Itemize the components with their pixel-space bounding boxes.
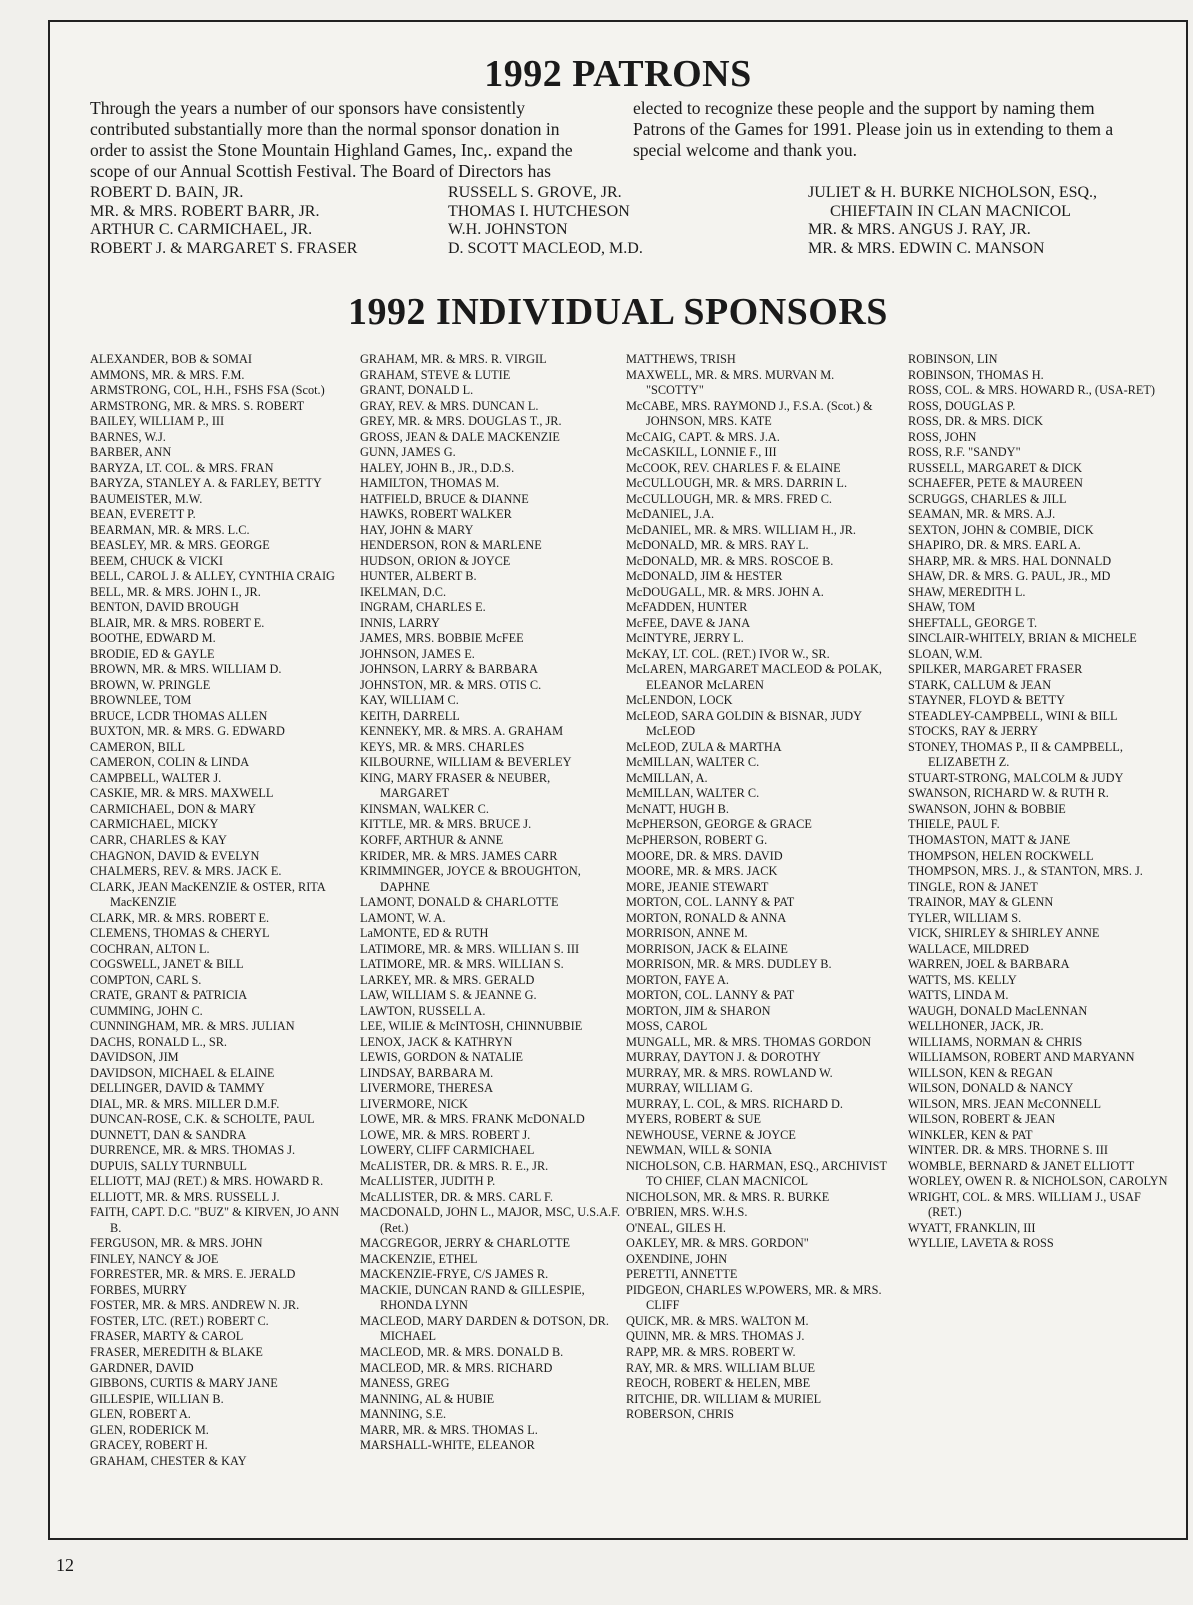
sponsor-name: COGSWELL, JANET & BILL [90, 957, 244, 972]
sponsor-name: SPILKER, MARGARET FRASER [908, 662, 1083, 677]
sponsor-name: IKELMAN, D.C. [360, 584, 447, 599]
sponsor-name: MOORE, MR. & MRS. JACK [626, 864, 778, 879]
sponsor-name: McDONALD, MR. & MRS. ROSCOE B. [626, 553, 834, 568]
sponsor-name: McPHERSON, GEORGE & GRACE [626, 817, 812, 832]
sponsor-name: RAY, MR. & MRS. WILLIAM BLUE [626, 1360, 816, 1375]
sponsor-name: SCHAEFER, PETE & MAUREEN [908, 476, 1083, 491]
sponsor-name: WELLHONER, JACK, JR. [908, 1019, 1044, 1034]
page-number: 12 [56, 1555, 74, 1575]
sponsor-name: KEYS, MR. & MRS. CHARLES [360, 739, 525, 754]
sponsor-name: STUART-STRONG, MALCOLM & JUDY [908, 770, 1124, 785]
sponsor-name: McMILLAN, WALTER C. [626, 786, 760, 801]
sponsor-name: WILSON, DONALD & NANCY [908, 1081, 1074, 1096]
sponsor-name: LOWE, MR. & MRS. ROBERT J. [360, 1127, 531, 1142]
sponsor-name: ALEXANDER, BOB & SOMAI [90, 352, 252, 366]
sponsor-name: DUNCAN-ROSE, C.K. & SCHOLTE, PAUL [90, 1112, 315, 1127]
sponsor-name: SHAW, DR. & MRS. G. PAUL, JR., MD [908, 569, 1111, 584]
sponsors-title: 1992 INDIVIDUAL SPONSORS [348, 291, 888, 333]
sponsor-name: KRIMMINGER, JOYCE & BROUGHTON, DAPHNE [360, 864, 581, 894]
sponsor-name: McLENDON, LOCK [626, 693, 733, 708]
sponsor-name: LINDSAY, BARBARA M. [360, 1065, 494, 1080]
patron-name: ARTHUR C. CARMICHAEL, JR. [90, 221, 313, 238]
sponsors-column-1 [90, 352, 352, 1469]
sponsor-name: McMILLAN, A. [626, 770, 708, 785]
sponsor-name: MOORE, DR. & MRS. DAVID [626, 848, 783, 863]
sponsor-name: KAY, WILLIAM C. [360, 693, 459, 708]
sponsor-name: MACKENZIE-FRYE, C/S JAMES R. [360, 1267, 549, 1282]
sponsor-name: MURRAY, L. COL, & MRS. RICHARD D. [626, 1096, 843, 1111]
sponsor-name: STEADLEY-CAMPBELL, WINI & BILL [908, 708, 1118, 723]
sponsor-name: McNATT, HUGH B. [626, 801, 729, 816]
sponsor-name: ROSS, R.F. "SANDY" [908, 445, 1021, 460]
sponsor-name: MANNING, S.E. [360, 1407, 447, 1422]
sponsor-name: FORRESTER, MR. & MRS. E. JERALD [90, 1267, 296, 1282]
sponsor-name: LOWE, MR. & MRS. FRANK McDONALD [360, 1112, 585, 1127]
patron-name: MR. & MRS. EDWIN C. MANSON [808, 239, 1045, 257]
sponsor-name: MURRAY, WILLIAM G. [626, 1081, 753, 1096]
sponsor-name: MOSS, CAROL [626, 1019, 708, 1034]
sponsor-name: MANESS, GREG [360, 1376, 450, 1391]
sponsor-name: O'NEAL, GILES H. [626, 1220, 726, 1235]
sponsor-name: LAW, WILLIAM S. & JEANNE G. [360, 988, 537, 1003]
sponsor-name: ROSS, COL. & MRS. HOWARD R., (USA-RET) [908, 383, 1155, 398]
sponsor-name: MAXWELL, MR. & MRS. MURVAN M. "SCOTTY" [626, 367, 835, 398]
sponsor-name: COMPTON, CARL S. [90, 972, 202, 987]
sponsor-name: ELLIOTT, MAJ (RET.) & MRS. HOWARD R. [90, 1174, 324, 1189]
sponsor-name: ARMSTRONG, COL, H.H., FSHS FSA (Scot.) [90, 383, 325, 398]
sponsor-name: WILSON, ROBERT & JEAN [908, 1112, 1056, 1127]
sponsor-name: BOOTHE, EDWARD M. [90, 631, 216, 646]
sponsor-name: MORTON, COL. LANNY & PAT [626, 988, 795, 1003]
sponsor-name: GIBBONS, CURTIS & MARY JANE [90, 1376, 278, 1391]
sponsor-name: MURRAY, MR. & MRS. ROWLAND W. [626, 1065, 833, 1080]
sponsor-name: NEWMAN, WILL & SONIA [626, 1143, 773, 1158]
sponsor-name: McCULLOUGH, MR. & MRS. FRED C. [626, 491, 832, 506]
sponsor-name: THOMASTON, MATT & JANE [908, 832, 1071, 847]
sponsor-name: McMILLAN, WALTER C. [626, 755, 760, 770]
sponsor-name: GRAHAM, CHESTER & KAY [90, 1453, 247, 1468]
sponsor-name: MACDONALD, JOHN L., MAJOR, MSC, U.S.A.F. (Ret.) [360, 1205, 621, 1235]
sponsor-name: LIVERMORE, NICK [360, 1096, 468, 1111]
sponsor-name: SWANSON, RICHARD W. & RUTH R. [908, 786, 1109, 801]
sponsor-name: GLEN, ROBERT A. [90, 1407, 191, 1422]
sponsor-name: MORRISON, ANNE M. [626, 926, 748, 941]
sponsor-name: SEAMAN, MR. & MRS. A.J. [908, 507, 1056, 522]
sponsor-name: CHAGNON, DAVID & EVELYN [90, 848, 260, 863]
sponsor-name: MORTON, JIM & SHARON [626, 1003, 771, 1018]
sponsor-name: FORBES, MURRY [90, 1282, 188, 1297]
sponsor-name: QUINN, MR. & MRS. THOMAS J. [626, 1329, 805, 1344]
sponsor-name: KING, MARY FRASER & NEUBER, MARGARET [360, 770, 551, 801]
sponsor-name: ROSS, DR. & MRS. DICK [908, 414, 1043, 429]
sponsor-name: PERETTI, ANNETTE [626, 1267, 738, 1282]
sponsor-name: BARNES, W.J. [90, 429, 166, 444]
sponsor-name: CAMERON, COLIN & LINDA [90, 755, 250, 770]
sponsor-name: FERGUSON, MR. & MRS. JOHN [90, 1236, 263, 1251]
sponsor-name: LARKEY, MR. & MRS. GERALD [360, 972, 535, 987]
sponsor-name: McLEOD, ZULA & MARTHA [626, 739, 782, 754]
sponsor-name: McDONALD, JIM & HESTER [626, 569, 783, 584]
sponsor-name: MORTON, COL. LANNY & PAT [626, 895, 795, 910]
sponsor-name: HAWKS, ROBERT WALKER [360, 507, 512, 522]
sponsor-name: LOWERY, CLIFF CARMICHAEL [360, 1143, 535, 1158]
patrons-intro: Through the years a number of our sponsors have consistently contributed substantially more than the normal sponsor donation in order to assist the Stone Mountain Highland Games, Inc,. expand the scope of our Annual Scottish Festival. The Board of Directors has elected to recognize these people and the support by naming them Patrons of the Games for 1991. Please join us in extending to them a special welcome and thank you. [90, 98, 1114, 181]
sponsor-name: DELLINGER, DAVID & TAMMY [90, 1081, 265, 1096]
sponsor-name: GRACEY, ROBERT H. [90, 1438, 208, 1453]
sponsor-name: NICHOLSON, MR. & MRS. R. BURKE [626, 1189, 830, 1204]
sponsor-name: KENNEKY, MR. & MRS. A. GRAHAM [360, 724, 564, 739]
sponsor-name: DUPUIS, SALLY TURNBULL [90, 1158, 247, 1173]
sponsor-name: MATTHEWS, TRISH [626, 352, 736, 366]
sponsor-name: MACGREGOR, JERRY & CHARLOTTE [360, 1236, 570, 1251]
sponsor-name: MARSHALL-WHITE, ELEANOR [360, 1438, 535, 1453]
sponsor-name: BEAN, EVERETT P. [90, 507, 196, 522]
sponsor-name: WAUGH, DONALD MacLENNAN [908, 1003, 1088, 1018]
sponsor-name: FOSTER, LTC. (RET.) ROBERT C. [90, 1313, 269, 1328]
sponsor-name: McLAREN, MARGARET MACLEOD & POLAK, ELEANOR McLAREN [626, 662, 882, 692]
sponsor-name: McPHERSON, ROBERT G. [626, 832, 768, 847]
sponsor-name: McFEE, DAVE & JANA [626, 615, 751, 630]
patrons-title: 1992 PATRONS [484, 53, 752, 95]
sponsor-name: SINCLAIR-WHITELY, BRIAN & MICHELE [908, 631, 1137, 646]
sponsor-name: BAUMEISTER, M.W. [90, 491, 203, 506]
sponsor-name: LENOX, JACK & KATHRYN [360, 1034, 513, 1049]
sponsor-name: DAVIDSON, JIM [90, 1050, 179, 1065]
sponsor-name: OXENDINE, JOHN [626, 1251, 728, 1266]
patrons-column-3 [808, 184, 1108, 258]
sponsor-name: WILSON, MRS. JEAN McCONNELL [908, 1096, 1101, 1111]
sponsor-name: STARK, CALLUM & JEAN [908, 677, 1052, 692]
sponsor-name: WATTS, LINDA M. [908, 988, 1009, 1003]
sponsor-name: BEARMAN, MR. & MRS. L.C. [90, 522, 250, 537]
sponsor-name: McDANIEL, J.A. [626, 507, 715, 522]
sponsors-column-3 [626, 352, 888, 1423]
sponsor-name: THOMPSON, MRS. J., & STANTON, MRS. J. [908, 864, 1143, 879]
sponsor-name: WILLIAMSON, ROBERT AND MARYANN [908, 1050, 1135, 1065]
sponsor-name: MACKENZIE, ETHEL [360, 1251, 478, 1266]
sponsor-name: WALLACE, MILDRED [908, 941, 1029, 956]
sponsor-name: DIAL, MR. & MRS. MILLER D.M.F. [90, 1096, 280, 1111]
sponsor-name: WYATT, FRANKLIN, III [908, 1220, 1036, 1235]
sponsor-name: FOSTER, MR. & MRS. ANDREW N. JR. [90, 1298, 300, 1313]
sponsor-name: GILLESPIE, WILLIAN B. [90, 1391, 224, 1406]
sponsor-name: BROWN, MR. & MRS. WILLIAM D. [90, 662, 282, 677]
sponsor-name: LAMONT, DONALD & CHARLOTTE [360, 895, 559, 910]
sponsor-name: HENDERSON, RON & MARLENE [360, 538, 542, 553]
sponsor-name: McCULLOUGH, MR. & MRS. DARRIN L. [626, 476, 848, 491]
sponsor-name: INNIS, LARRY [360, 615, 440, 630]
sponsor-name: MYERS, ROBERT & SUE [626, 1112, 762, 1127]
sponsor-name: BARYZA, STANLEY A. & FARLEY, BETTY [90, 476, 322, 491]
sponsor-name: ARMSTRONG, MR. & MRS. S. ROBERT [90, 398, 305, 413]
sponsor-name: INGRAM, CHARLES E. [360, 600, 486, 615]
sponsor-name: LATIMORE, MR. & MRS. WILLIAN S. III [360, 941, 580, 956]
sponsor-name: MACLEOD, MR. & MRS. DONALD B. [360, 1345, 564, 1359]
sponsor-name: KILBOURNE, WILLIAM & BEVERLEY [360, 755, 572, 770]
sponsor-name: JAMES, MRS. BOBBIE McFEE [360, 631, 524, 646]
sponsor-name: GRAHAM, MR. & MRS. R. VIRGIL [360, 352, 547, 366]
sponsor-name: BEEM, CHUCK & VICKI [90, 553, 223, 568]
sponsor-name: ROSS, JOHN [908, 429, 977, 444]
sponsor-name: CLEMENS, THOMAS & CHERYL [90, 926, 270, 941]
patron-name: RUSSELL S. GROVE, JR. [448, 184, 622, 201]
sponsor-name: KINSMAN, WALKER C. [360, 801, 489, 816]
sponsor-name: CASKIE, MR. & MRS. MAXWELL [90, 786, 274, 801]
sponsor-name: RITCHIE, DR. WILLIAM & MURIEL [626, 1391, 822, 1406]
sponsor-name: McINTYRE, JERRY L. [626, 631, 744, 646]
sponsor-name: CAMPBELL, WALTER J. [90, 770, 222, 785]
sponsor-name: ELLIOTT, MR. & MRS. RUSSELL J. [90, 1189, 280, 1204]
sponsor-name: McDANIEL, MR. & MRS. WILLIAM H., JR. [626, 522, 856, 537]
sponsor-name: LAWTON, RUSSELL A. [360, 1003, 486, 1018]
sponsor-name: BENTON, DAVID BROUGH [90, 600, 239, 615]
sponsors-column-2 [360, 352, 622, 1454]
sponsor-name: SHAW, MEREDITH L. [908, 584, 1026, 599]
sponsor-name: STONEY, THOMAS P., II & CAMPBELL, ELIZABETH Z. [908, 739, 1123, 770]
sponsor-name: LEE, WILIE & McINTOSH, CHINNUBBIE [360, 1019, 583, 1034]
sponsor-name: McALLISTER, DR. & MRS. CARL F. [360, 1189, 553, 1204]
sponsor-name: BRUCE, LCDR THOMAS ALLEN [90, 708, 268, 723]
sponsor-name: SHAW, TOM [908, 600, 976, 615]
sponsor-name: HUDSON, ORION & JOYCE [360, 553, 511, 568]
patron-name: MR. & MRS. ROBERT BARR, JR. [90, 202, 320, 220]
sponsor-name: GUNN, JAMES G. [360, 445, 456, 460]
sponsor-name: REOCH, ROBERT & HELEN, MBE [626, 1376, 811, 1391]
sponsor-name: McALISTER, DR. & MRS. R. E., JR. [360, 1158, 549, 1173]
patron-name: MR. & MRS. ANGUS J. RAY, JR. [808, 221, 1031, 238]
sponsor-name: MURRAY, DAYTON J. & DOROTHY [626, 1050, 821, 1065]
sponsor-name: BUXTON, MR. & MRS. G. EDWARD [90, 724, 285, 739]
sponsor-name: KRIDER, MR. & MRS. JAMES CARR [360, 848, 558, 863]
patron-name: THOMAS I. HUTCHESON [448, 202, 630, 220]
sponsor-name: HAMILTON, THOMAS M. [360, 476, 500, 491]
sponsor-name: GROSS, JEAN & DALE MACKENZIE [360, 429, 560, 444]
sponsor-name: TYLER, WILLIAM S. [908, 910, 1022, 925]
patrons-column-2 [448, 184, 748, 258]
sponsor-name: CUMMING, JOHN C. [90, 1003, 203, 1018]
sponsor-name: CLARK, JEAN MacKENZIE & OSTER, RITA MacKENZIE [90, 879, 326, 910]
sponsor-name: McALLISTER, JUDITH P. [360, 1174, 496, 1189]
sponsor-name: FRASER, MARTY & CAROL [90, 1329, 244, 1344]
sponsor-name: HALEY, JOHN B., JR., D.D.S. [360, 460, 515, 475]
sponsor-name: DURRENCE, MR. & MRS. THOMAS J. [90, 1143, 296, 1158]
sponsor-name: BAILEY, WILLIAM P., III [90, 414, 225, 429]
sponsor-name: SHAPIRO, DR. & MRS. EARL A. [908, 538, 1081, 553]
sponsor-name: ROSS, DOUGLAS P. [908, 398, 1016, 413]
sponsor-name: CRATE, GRANT & PATRICIA [90, 988, 248, 1003]
sponsor-name: LEWIS, GORDON & NATALIE [360, 1050, 523, 1065]
sponsor-name: JOHNSON, LARRY & BARBARA [360, 662, 538, 677]
sponsor-name: LATIMORE, MR. & MRS. WILLIAN S. [360, 957, 564, 972]
sponsor-name: BELL, CAROL J. & ALLEY, CYNTHIA CRAIG [90, 569, 335, 584]
sponsor-name: BROWNLEE, TOM [90, 693, 192, 708]
sponsor-name: FRASER, MEREDITH & BLAKE [90, 1345, 263, 1359]
sponsor-name: BRODIE, ED & GAYLE [90, 646, 215, 661]
sponsor-name: MANNING, AL & HUBIE [360, 1391, 495, 1406]
sponsor-name: JOHNSON, JAMES E. [360, 646, 475, 661]
sponsor-name: MACLEOD, MARY DARDEN & DOTSON, DR. MICHAEL [360, 1313, 609, 1344]
sponsors-column-4 [908, 352, 1170, 1252]
sponsor-name: DUNNETT, DAN & SANDRA [90, 1127, 247, 1142]
sponsor-name: WILLIAMS, NORMAN & CHRIS [908, 1034, 1083, 1049]
sponsor-name: CUNNINGHAM, MR. & MRS. JULIAN [90, 1019, 295, 1034]
sponsor-name: PIDGEON, CHARLES W.POWERS, MR. & MRS. CLIFF [626, 1282, 882, 1313]
sponsor-name: QUICK, MR. & MRS. WALTON M. [626, 1313, 809, 1328]
sponsor-name: McCAIG, CAPT. & MRS. J.A. [626, 429, 780, 444]
sponsor-name: GARDNER, DAVID [90, 1360, 194, 1375]
sponsor-name: McCABE, MRS. RAYMOND J., F.S.A. (Scot.) & JOHNSON, MRS. KATE [626, 398, 873, 429]
patrons-column-1 [90, 184, 440, 258]
patron-name: W.H. JOHNSTON [448, 221, 568, 238]
patron-name: D. SCOTT MACLEOD, M.D. [448, 239, 643, 257]
sponsor-name: BARYZA, LT. COL. & MRS. FRAN [90, 460, 274, 475]
sponsor-name: FINLEY, NANCY & JOE [90, 1251, 219, 1266]
sponsor-name: CAMERON, BILL [90, 739, 185, 754]
sponsor-name: LaMONTE, ED & RUTH [360, 926, 489, 941]
sponsor-name: BEASLEY, MR. & MRS. GEORGE [90, 538, 270, 553]
sponsor-name: McDONALD, MR. & MRS. RAY L. [626, 538, 809, 553]
sponsor-name: FAITH, CAPT. D.C. "BUZ" & KIRVEN, JO ANN B. [90, 1205, 340, 1235]
patron-name: JULIET & H. BURKE NICHOLSON, ESQ., CHIEFTAIN IN CLAN MACNICOL [808, 184, 1098, 220]
sponsor-name: VICK, SHIRLEY & SHIRLEY ANNE [908, 926, 1100, 941]
sponsor-name: BELL, MR. & MRS. JOHN I., JR. [90, 584, 261, 599]
sponsor-name: McCASKILL, LONNIE F., III [626, 445, 777, 460]
sponsor-name: HATFIELD, BRUCE & DIANNE [360, 491, 529, 506]
sponsor-name: WRIGHT, COL. & MRS. WILLIAM J., USAF (RET.) [908, 1189, 1141, 1220]
sponsor-name: GRAHAM, STEVE & LUTIE [360, 367, 511, 382]
sponsor-name: MACKIE, DUNCAN RAND & GILLESPIE, RHONDA LYNN [360, 1282, 585, 1313]
sponsor-name: SEXTON, JOHN & COMBIE, DICK [908, 522, 1094, 537]
sponsor-name: NEWHOUSE, VERNE & JOYCE [626, 1127, 796, 1142]
sponsor-name: ROBERSON, CHRIS [626, 1407, 734, 1422]
sponsor-name: SWANSON, JOHN & BOBBIE [908, 801, 1066, 816]
sponsor-name: TRAINOR, MAY & GLENN [908, 895, 1054, 910]
sponsor-name: BROWN, W. PRINGLE [90, 677, 211, 692]
sponsor-name: BLAIR, MR. & MRS. ROBERT E. [90, 615, 265, 630]
sponsor-name: BARBER, ANN [90, 445, 172, 460]
sponsor-name: JOHNSTON, MR. & MRS. OTIS C. [360, 677, 542, 692]
sponsor-name: CARMICHAEL, DON & MARY [90, 801, 257, 816]
sponsor-name: GREY, MR. & MRS. DOUGLAS T., JR. [360, 414, 562, 429]
sponsor-name: McDOUGALL, MR. & MRS. JOHN A. [626, 584, 824, 599]
sponsor-name: GRANT, DONALD L. [360, 383, 474, 398]
sponsor-name: MORRISON, MR. & MRS. DUDLEY B. [626, 957, 832, 972]
sponsor-name: CARMICHAEL, MICKY [90, 817, 219, 832]
sponsor-name: KITTLE, MR. & MRS. BRUCE J. [360, 817, 532, 832]
sponsor-name: McLEOD, SARA GOLDIN & BISNAR, JUDY McLEOD [626, 708, 862, 739]
sponsor-name: DACHS, RONALD L., SR. [90, 1034, 227, 1049]
sponsor-name: McKAY, LT. COL. (RET.) IVOR W., SR. [626, 646, 830, 661]
sponsor-name: OAKLEY, MR. & MRS. GORDON" [626, 1236, 809, 1251]
sponsor-name: MORRISON, JACK & ELAINE [626, 941, 788, 956]
sponsor-name: KEITH, DARRELL [360, 708, 460, 723]
sponsor-name: RAPP, MR. & MRS. ROBERT W. [626, 1345, 796, 1359]
sponsor-name: SHEFTALL, GEORGE T. [908, 615, 1038, 630]
sponsor-name: McCOOK, REV. CHARLES F. & ELAINE [626, 460, 841, 475]
sponsor-name: DAVIDSON, MICHAEL & ELAINE [90, 1065, 275, 1080]
sponsor-name: AMMONS, MR. & MRS. F.M. [90, 367, 245, 382]
sponsor-name: MORTON, RONALD & ANNA [626, 910, 787, 925]
sponsor-name: ROBINSON, THOMAS H. [908, 367, 1044, 382]
sponsor-name: SCRUGGS, CHARLES & JILL [908, 491, 1067, 506]
sponsor-name: COCHRAN, ALTON L. [90, 941, 210, 956]
sponsor-name: MACLEOD, MR. & MRS. RICHARD [360, 1360, 553, 1375]
sponsor-name: WILLSON, KEN & REGAN [908, 1065, 1053, 1080]
sponsor-name: SHARP, MR. & MRS. HAL DONNALD [908, 553, 1112, 568]
sponsor-name: WINKLER, KEN & PAT [908, 1127, 1033, 1142]
sponsor-name: WYLLIE, LAVETA & ROSS [908, 1236, 1054, 1251]
patron-name: ROBERT D. BAIN, JR. [90, 184, 244, 201]
sponsor-name: KORFF, ARTHUR & ANNE [360, 832, 504, 847]
sponsor-name: STOCKS, RAY & JERRY [908, 724, 1039, 739]
sponsor-name: CARR, CHARLES & KAY [90, 832, 227, 847]
sponsor-name: LAMONT, W. A. [360, 910, 446, 925]
sponsor-name: MORTON, FAYE A. [626, 972, 729, 987]
sponsor-name: ROBINSON, LIN [908, 352, 998, 366]
sponsor-name: CLARK, MR. & MRS. ROBERT E. [90, 910, 270, 925]
sponsor-name: WINTER. DR. & MRS. THORNE S. III [908, 1143, 1108, 1158]
sponsor-name: RUSSELL, MARGARET & DICK [908, 460, 1082, 475]
sponsor-name: GLEN, RODERICK M. [90, 1422, 209, 1437]
sponsor-name: HUNTER, ALBERT B. [360, 569, 477, 584]
sponsor-name: SLOAN, W.M. [908, 646, 983, 661]
sponsor-name: WORLEY, OWEN R. & NICHOLSON, CAROLYN [908, 1174, 1168, 1189]
sponsor-name: NICHOLSON, C.B. HARMAN, ESQ., ARCHIVIST TO CHIEF, CLAN MACNICOL [626, 1158, 887, 1189]
sponsor-name: GRAY, REV. & MRS. DUNCAN L. [360, 398, 539, 413]
page-frame [48, 20, 1188, 1540]
sponsor-name: MARR, MR. & MRS. THOMAS L. [360, 1422, 538, 1437]
sponsor-name: WOMBLE, BERNARD & JANET ELLIOTT [908, 1158, 1135, 1173]
sponsor-name: WATTS, MS. KELLY [908, 972, 1017, 987]
sponsor-name: CHALMERS, REV. & MRS. JACK E. [90, 864, 282, 879]
sponsor-name: THOMPSON, HELEN ROCKWELL [908, 848, 1094, 863]
sponsor-name: LIVERMORE, THERESA [360, 1081, 493, 1096]
sponsor-name: THIELE, PAUL F. [908, 817, 1000, 832]
sponsor-name: TINGLE, RON & JANET [908, 879, 1038, 894]
patron-name: ROBERT J. & MARGARET S. FRASER [90, 239, 358, 257]
sponsor-name: HAY, JOHN & MARY [360, 522, 474, 537]
sponsor-name: MUNGALL, MR. & MRS. THOMAS GORDON [626, 1034, 872, 1049]
sponsor-name: O'BRIEN, MRS. W.H.S. [626, 1205, 748, 1220]
sponsor-name: STAYNER, FLOYD & BETTY [908, 693, 1066, 708]
sponsor-name: WARREN, JOEL & BARBARA [908, 957, 1070, 972]
sponsor-name: MORE, JEANIE STEWART [626, 879, 769, 894]
sponsor-name: McFADDEN, HUNTER [626, 600, 748, 615]
